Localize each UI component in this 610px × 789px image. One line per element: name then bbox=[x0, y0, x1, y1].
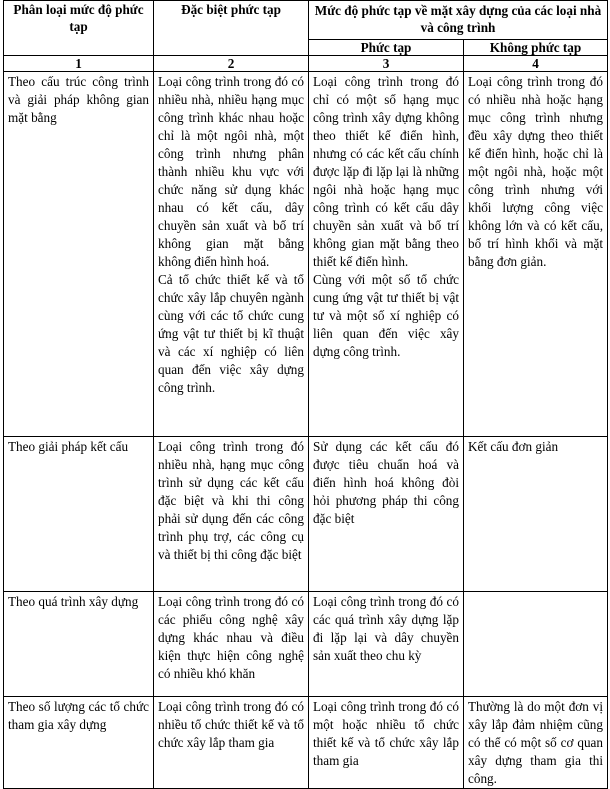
column-number: 3 bbox=[309, 56, 464, 72]
row-criterion: Theo cấu trúc công trình và giải pháp không gian mặt bằng bbox=[4, 72, 154, 437]
row-very-complex bbox=[154, 72, 309, 437]
row-very-complex: Loại công trình trong đó có nhiều tổ chức thiết kế và tổ chức xây lắp tham gia bbox=[154, 697, 309, 789]
header-very-complex: Đặc biệt phức tạp bbox=[154, 1, 309, 56]
header-not-complex: Không phức tạp bbox=[464, 40, 608, 56]
table-row bbox=[4, 697, 608, 789]
table-row bbox=[4, 72, 608, 437]
table-row bbox=[4, 437, 608, 592]
table-row bbox=[4, 592, 608, 697]
row-not-complex: Loại công trình trong đó có nhiều nhà hoặc hạng mục công trình nhưng đều xây dựng theo thiết kế điển hình, hoặc chỉ là một ngôi nhà, hoặc một công trình nhưng với khối lượng công việc không lớn và có kết cấu, bố trí hình khối và mặt bằng đơn giản. bbox=[464, 72, 608, 437]
row-criterion: Theo quá trình xây dựng bbox=[4, 592, 154, 697]
paragraph: Cùng với một số tổ chức cung ứng vật tư thiết bị vật tư và một số xí nghiệp có liên quan đến việc xây dựng công trình. bbox=[313, 272, 459, 359]
row-not-complex: Thường là do một đơn vị xây lắp đảm nhiệm cũng có thể có một số cơ quan xây dựng tham gia thi công. bbox=[464, 697, 608, 789]
row-very-complex: Loại công trình trong đó nhiều nhà, hạng mục công trình sử dụng các kết cấu đặc biệt và khi thi công phải sử dụng đến các công trình phụ trợ, các công cụ và thiết bị thi công đặc biệt bbox=[154, 437, 309, 592]
paragraph: Loại công trình trong đó có nhiều nhà, nhiều hạng mục công trình khác nhau hoặc chỉ là một ngôi nhà, một công trình nhưng phân thành nhiều khu vực với chức năng sử dụng khác nhau có kết cấu, dây chuyền sản xuất và bố trí không gian mặt bằng không điển hình hoá. bbox=[158, 74, 304, 269]
column-number-row bbox=[4, 56, 608, 72]
header-classification: Phân loại mức độ phức tạp bbox=[4, 1, 154, 56]
paragraph: Loại công trình trong đó chỉ có một số hạng mục công trình xây dựng không theo thiết kế điển hình, nhưng có các kết cấu chính được lặp đi lặp lại là những ngôi nhà hoặc hạng mục công trình có kết cấu dây chuyền sản xuất và bố trí không gian mặt bằng theo thiết kế điển hình. bbox=[313, 74, 459, 269]
row-complex bbox=[309, 72, 464, 437]
header-complexity-group: Mức độ phức tạp về mặt xây dựng của các loại nhà và công trình bbox=[309, 1, 608, 40]
header-row bbox=[4, 1, 608, 40]
column-number: 2 bbox=[154, 56, 309, 72]
paragraph: Cả tổ chức thiết kế và tổ chức xây lắp chuyên ngành cùng với các tổ chức cung ứng vật tư thiết bị kĩ thuật và các xí nghiệp có liên quan đến việc xây dựng công trình. bbox=[158, 272, 304, 395]
row-complex: Loại công trình trong đó có các quá trình xây dựng lặp đi lặp lại và dây chuyền sản xuất theo chu kỳ bbox=[309, 592, 464, 697]
column-number: 4 bbox=[464, 56, 608, 72]
row-criterion: Theo giải pháp kết cấu bbox=[4, 437, 154, 592]
row-very-complex: Loại công trình trong đó có các phiếu công nghệ xây dựng khác nhau và điều kiện thực hiện công nghệ có nhiều khó khăn bbox=[154, 592, 309, 697]
row-complex: Loại công trình trong đó có một hoặc nhiều tổ chức thiết kế và tổ chức xây lắp tham gia bbox=[309, 697, 464, 789]
column-number: 1 bbox=[4, 56, 154, 72]
header-complex: Phức tạp bbox=[309, 40, 464, 56]
row-complex: Sử dụng các kết cấu đó được tiêu chuẩn hoá và điển hình hoá không đòi hỏi phương pháp thi công đặc biệt bbox=[309, 437, 464, 592]
row-not-complex bbox=[464, 592, 608, 697]
row-not-complex: Kết cấu đơn giản bbox=[464, 437, 608, 592]
row-criterion: Theo số lượng các tổ chức tham gia xây dựng bbox=[4, 697, 154, 789]
complexity-table bbox=[3, 0, 608, 789]
